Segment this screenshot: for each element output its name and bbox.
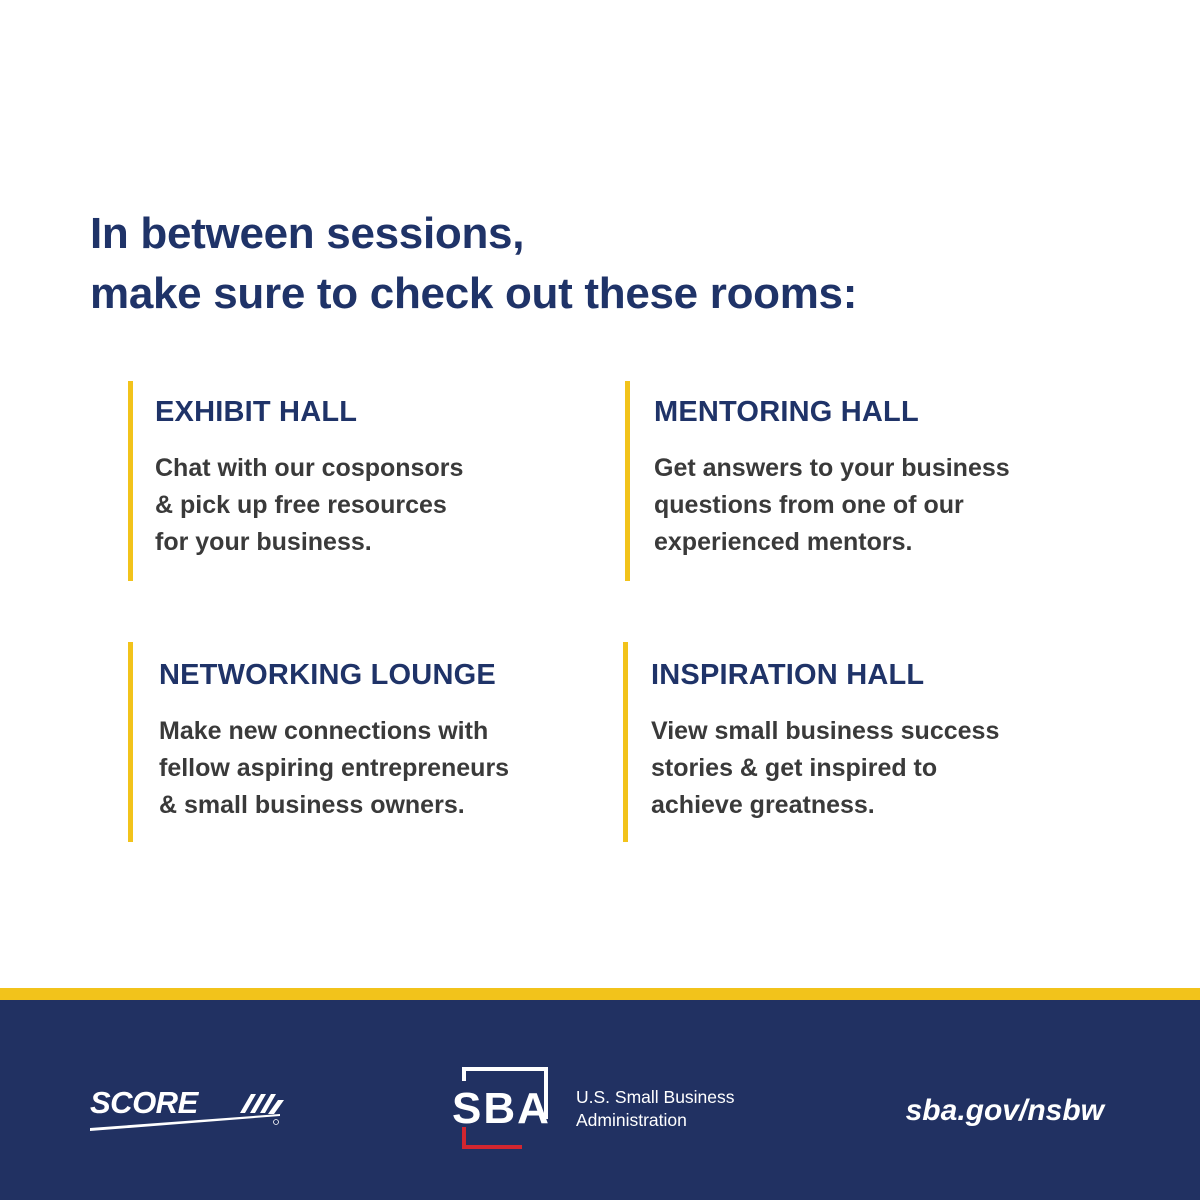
room-description-line: & pick up free resources	[155, 491, 447, 519]
room-card-networking-lounge	[128, 642, 598, 842]
sba-name-line: U.S. Small Business	[576, 1087, 735, 1107]
page-headline	[90, 204, 857, 324]
room-description-line: achieve greatness.	[651, 791, 875, 819]
headline-line-1: In between sessions,	[90, 209, 525, 258]
room-description-line: stories & get inspired to	[651, 754, 938, 782]
room-title: MENTORING HALL	[654, 396, 919, 428]
score-wordmark: SCORE	[90, 1085, 198, 1120]
room-description-line: Make new connections with	[159, 717, 489, 745]
room-description-line: View small business success	[651, 717, 1000, 745]
room-description-line: fellow aspiring entrepreneurs	[159, 754, 510, 782]
sba-agency-name	[576, 1086, 735, 1132]
score-logo	[90, 1083, 290, 1133]
room-card-inspiration-hall	[623, 642, 1093, 842]
sba-name-line: Administration	[576, 1110, 687, 1130]
footer-gold-stripe	[0, 988, 1200, 1000]
score-swoosh-icon	[90, 1083, 290, 1133]
room-description	[159, 713, 598, 824]
room-description-line: experienced mentors.	[654, 528, 913, 556]
sba-wordmark: SBA	[452, 1084, 551, 1133]
headline-line-2: make sure to check out these rooms:	[90, 269, 858, 318]
sba-logo-icon	[448, 1065, 556, 1151]
room-card-mentoring-hall	[625, 381, 1095, 581]
room-title: INSPIRATION HALL	[651, 659, 925, 691]
room-title: NETWORKING LOUNGE	[159, 659, 496, 691]
room-description-line: Chat with our cosponsors	[155, 454, 464, 482]
room-description-line: questions from one of our	[654, 491, 964, 519]
room-description-line: & small business owners.	[159, 791, 465, 819]
room-description-line: Get answers to your business	[654, 454, 1010, 482]
room-title: EXHIBIT HALL	[155, 396, 358, 428]
website-url: sba.gov/nsbw	[905, 1094, 1104, 1127]
room-description-line: for your business.	[155, 528, 372, 556]
room-description	[155, 450, 598, 561]
room-card-exhibit-hall	[128, 381, 598, 581]
room-description	[654, 450, 1095, 561]
room-description	[651, 713, 1093, 824]
